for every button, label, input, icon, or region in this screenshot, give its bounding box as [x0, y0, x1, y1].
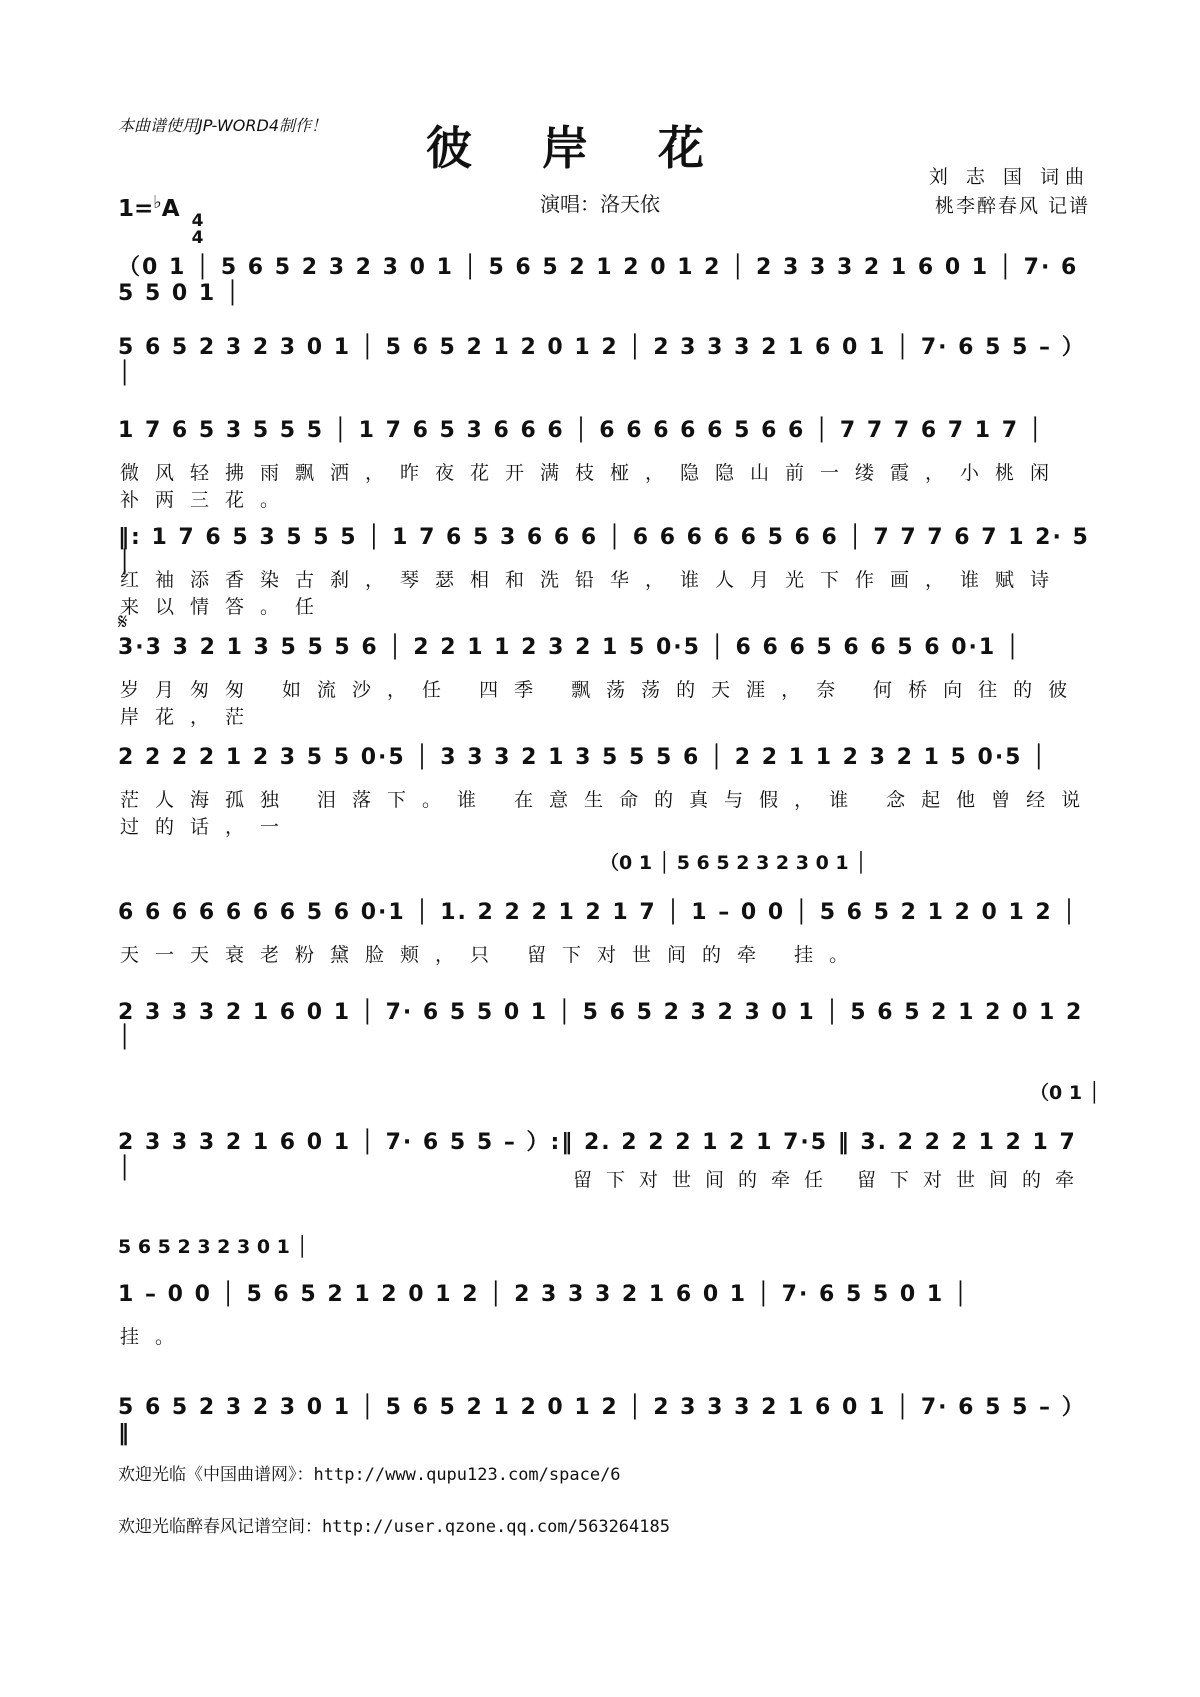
notes-text: 2 2 2 2 1 2 3 5 5 0·5 │ 3 3 3 2 1 3 5 5 5 6 │ 2 2 1 1 2 3 2 1 5 0·5 │: [118, 745, 1048, 770]
lyrics-text: 茫人海孤独 泪落下。谁 在意生命的真与假，谁 念起他曾经说过的话，一: [120, 789, 1097, 838]
notes-text: ‖: 1 7 6 5 3 5 5 5 │ 1 7 6 5 3 6 6 6 │ 6 6 6 6 6 5 6 6 │ 7 7 7 6 7 1 2· 5 │: [118, 525, 1090, 575]
notes-text: 1 7 6 5 3 5 5 5 │ 1 7 6 5 3 6 6 6 │ 6 6 6 6 6 5 6 6 │ 7 7 7 6 7 1 7 │: [118, 418, 1044, 443]
notes-row: [118, 1000, 1098, 1050]
score-line-11: [118, 1390, 1098, 1446]
lyrics-row: [118, 1165, 1098, 1197]
score-line-4: [118, 525, 1098, 618]
score-line-5: [118, 635, 1098, 728]
score-line-2: [118, 330, 1098, 386]
time-bottom: 4: [191, 228, 204, 248]
transcriber-credit: 桃李醉春风 记谱: [934, 195, 1090, 217]
notes-text: 2 3 3 3 2 1 6 0 1 │ 7· 6 5 5 0 1 │ 5 6 5 2 3 2 3 0 1 │ 5 6 5 2 1 2 0 1 2 │: [118, 1000, 1084, 1050]
notes-row: [118, 635, 1098, 675]
lyrics-text: 留下对世间的牵任 留下对世间的牵: [573, 1169, 1089, 1191]
key-letter: A: [161, 196, 180, 222]
notes-text: 2 3 3 3 2 1 6 0 1 │ 7· 6 5 5 – ）:‖ 2. 2 2 2 1 2 1 7·5 ‖ 3. 2 2 2 1 2 1 7 │: [118, 1130, 1077, 1181]
footer-link-1[interactable]: 欢迎光临《中国曲谱网》：http://www.qupu123.com/space/6: [118, 1465, 621, 1485]
notes-text: 5 6 5 2 3 2 3 0 1 │ 5 6 5 2 1 2 0 1 2 │ 2 3 3 3 2 1 6 0 1 │ 7· 6 5 5 – ）│: [118, 335, 1086, 386]
notes-row: [118, 418, 1098, 458]
page-title: 彼岸花: [426, 121, 774, 175]
lyrics-text: 微风轻拂雨飘洒，昨夜花开满枝桠，隐隐山前一缕霞，小桃闲补两三花。: [120, 462, 1066, 511]
notes-row: [118, 250, 1098, 306]
composer-credit: 刘 志 国 词曲: [928, 166, 1090, 188]
lyrics-text: 红袖添香染古刹，琴瑟相和洗铅华，谁人月光下作画，谁赋诗来以情答。任: [120, 569, 1066, 618]
notes-text: 3·3 3 2 1 3 5 5 5 6 │ 2 2 1 1 2 3 2 1 5 0·5 │ 6 6 6 5 6 6 5 6 0·1 │: [118, 635, 1022, 660]
notes-row: [118, 745, 1098, 785]
lyrics-row: [118, 675, 1098, 728]
made-with-note: 本曲谱使用JP-WORD4制作！: [118, 116, 328, 135]
notes-row: [118, 525, 1098, 575]
lyrics-row: [118, 940, 1098, 972]
key-signature: [118, 192, 203, 247]
score-line-1: [118, 250, 1098, 306]
lyrics-row: [118, 1322, 1098, 1354]
notes-text: 5 6 5 2 3 2 3 0 1 │ 5 6 5 2 1 2 0 1 2 │ 2 3 3 3 2 1 6 0 1 │ 7· 6 5 5 – ）‖: [118, 1395, 1086, 1446]
notes-text: 6 6 6 6 6 6 6 5 6 0·1 │ 1. 2 2 2 1 2 1 7 │ 1 – 0 0 │ 5 6 5 2 1 2 0 1 2 │: [118, 900, 1078, 925]
alt-bracket-top: （0 1 │ 5 6 5 2 3 2 3 0 1 │: [600, 852, 867, 874]
footer-link-2[interactable]: 欢迎光临醉春风记谱空间：http://user.qzone.qq.com/563264185: [118, 1517, 670, 1537]
time-signature: [192, 213, 204, 247]
segno-sign: 𝄋: [118, 610, 128, 635]
key-text: 1=: [118, 196, 154, 222]
notes-row: [118, 1282, 1098, 1322]
score-line-10: [118, 1282, 1098, 1354]
flat-sign: ♭: [153, 192, 162, 213]
notes-row: [118, 1390, 1098, 1446]
time-top: 4: [191, 211, 204, 231]
score-line-8: [118, 1000, 1098, 1050]
lyrics-text: 天一天衰老粉黛脸颊，只 留下对世间的牵 挂。: [120, 944, 865, 966]
score-line-7: [118, 900, 1098, 972]
alt-bracket-3-top: （0 1 │: [1030, 1082, 1101, 1104]
coda-top-line: 5 6 5 2 3 2 3 0 1 │: [118, 1236, 308, 1258]
singer-credit: 演唱：洛天依: [540, 192, 660, 216]
notes-text: （0 1 │ 5 6 5 2 3 2 3 0 1 │ 5 6 5 2 1 2 0 1 2 │ 2 3 3 3 2 1 6 0 1 │ 7· 6 5 5 0 1 │: [118, 255, 1079, 306]
lyrics-row: [118, 565, 1098, 618]
notes-row: [118, 900, 1098, 940]
notes-text: 1 – 0 0 │ 5 6 5 2 1 2 0 1 2 │ 2 3 3 3 2 1 6 0 1 │ 7· 6 5 5 0 1 │: [118, 1282, 970, 1307]
score-line-9: [118, 1125, 1098, 1197]
lyrics-row: [118, 458, 1098, 511]
notes-row: [118, 330, 1098, 386]
lyrics-text: 岁月匆匆 如流沙，任 四季 飘荡荡的天涯，奈 何桥向往的彼岸花，茫: [120, 679, 1084, 728]
score-line-6: [118, 745, 1098, 838]
lyrics-text: 挂。: [120, 1326, 191, 1348]
lyrics-row: [118, 785, 1098, 838]
score-line-3: [118, 418, 1098, 511]
